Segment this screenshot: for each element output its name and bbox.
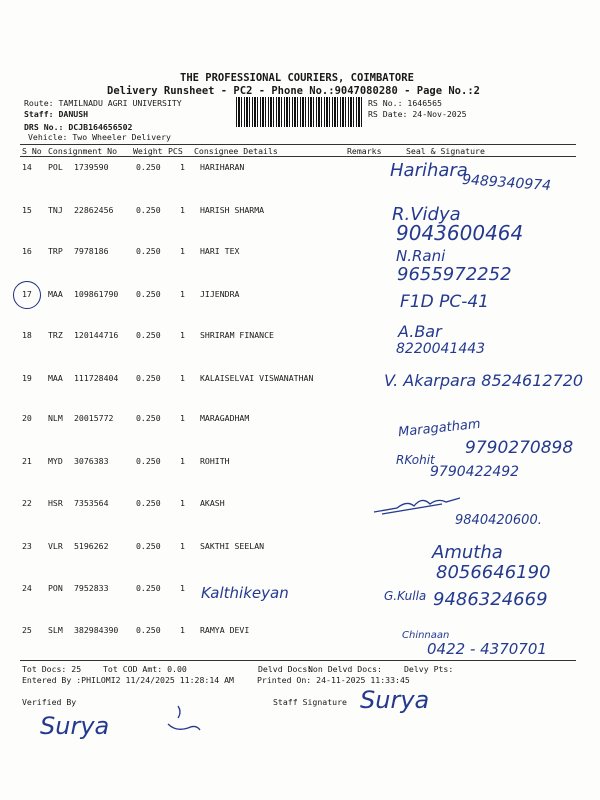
origin-code: PON (48, 583, 63, 593)
phone-row-14: 9489340974 (461, 171, 552, 195)
barcode (236, 97, 364, 127)
consignment-number: 22862456 (74, 205, 114, 215)
serial-number: 23 (22, 541, 32, 551)
weight-value: 0.250 (136, 583, 161, 593)
consignment-number: 20015772 (74, 413, 114, 423)
phone-row-24: 9486324669 (433, 589, 548, 610)
serial-number: 16 (22, 246, 32, 256)
consignee-handwritten-row-24: Kalthikeyan (201, 584, 289, 602)
signature-row-24: G.Kulla (384, 589, 427, 603)
consignment-number: 3076383 (74, 456, 109, 466)
pieces-count: 1 (180, 289, 185, 299)
origin-code: MAA (48, 289, 63, 299)
consignment-number: 120144716 (74, 330, 119, 340)
signature-row-18: A.Bar (398, 322, 442, 341)
pieces-count: 1 (180, 625, 185, 635)
printed-on: Printed On: 24-11-2025 11:33:45 (257, 675, 410, 685)
delivered-docs: Delvd Docs: (258, 664, 313, 674)
col-consignee: Consignee Details (194, 146, 278, 156)
consignee-name: KALAISELVAI VISWANATHAN (200, 373, 314, 383)
phone-row-20: 9790270898 (465, 438, 574, 458)
origin-code: MYD (48, 456, 63, 466)
pieces-count: 1 (180, 205, 185, 215)
consignment-number: 111728404 (74, 373, 119, 383)
verified-by-label: Verified By (22, 697, 77, 707)
phone-row-25: 0422 - 4370701 (427, 640, 547, 658)
consignee-name: HARI TEX (200, 246, 240, 256)
serial-number: 19 (22, 373, 32, 383)
weight-value: 0.250 (136, 205, 161, 215)
table-row (0, 541, 600, 553)
origin-code: MAA (48, 373, 63, 383)
staff-signature-label: Staff Signature (273, 697, 347, 707)
table-row (0, 246, 600, 258)
consignment-number: 5196262 (74, 541, 109, 551)
pieces-count: 1 (180, 246, 185, 256)
serial-number: 14 (22, 162, 32, 172)
consignee-name: JIJENDRA (200, 289, 240, 299)
pieces-count: 1 (180, 330, 185, 340)
delivery-points: Delvy Pts: (404, 664, 454, 674)
col-weight: Weight (133, 146, 163, 156)
signature-row-16: N.Rani (396, 247, 446, 265)
row-17-circle-mark (13, 281, 41, 309)
pieces-count: 1 (180, 373, 185, 383)
pieces-count: 1 (180, 413, 185, 423)
handwritten-note-row-17: F1D PC-41 (400, 292, 489, 312)
weight-value: 0.250 (136, 373, 161, 383)
pieces-count: 1 (180, 456, 185, 466)
origin-code: NLM (48, 413, 63, 423)
verified-signature: Surya (40, 712, 110, 740)
table-row (0, 625, 600, 637)
serial-number: 25 (22, 625, 32, 635)
origin-code: VLR (48, 541, 63, 551)
staff-signature: Surya (360, 686, 430, 714)
consignee-name: SHRIRAM FINANCE (200, 330, 274, 340)
origin-code: SLM (48, 625, 63, 635)
serial-number: 15 (22, 205, 32, 215)
origin-code: HSR (48, 498, 63, 508)
table-row (0, 413, 600, 425)
origin-code: TNJ (48, 205, 63, 215)
phone-row-23: 8056646190 (436, 562, 551, 583)
footer-top-rule (20, 660, 576, 661)
scribble-signature-row-22 (372, 494, 462, 516)
serial-number: 24 (22, 583, 32, 593)
pieces-count: 1 (180, 162, 185, 172)
serial-number: 18 (22, 330, 32, 340)
weight-value: 0.250 (136, 625, 161, 635)
rs-date: RS Date: 24-Nov-2025 (368, 109, 467, 119)
weight-value: 0.250 (136, 498, 161, 508)
serial-number: 20 (22, 413, 32, 423)
phone-row-22: 9840420600. (455, 513, 542, 528)
consignee-name: HARISH SHARMA (200, 205, 265, 215)
consignee-name: RAMYA DEVI (200, 625, 250, 635)
weight-value: 0.250 (136, 330, 161, 340)
pieces-count: 1 (180, 541, 185, 551)
col-seal: Seal & Signature (406, 146, 485, 156)
origin-code: TRZ (48, 330, 63, 340)
col-consignment: Consignment No (48, 146, 118, 156)
table-row (0, 205, 600, 217)
table-row (0, 498, 600, 510)
consignment-number: 7353564 (74, 498, 109, 508)
phone-row-18: 8220041443 (396, 341, 486, 357)
staff-label: Staff: DANUSH (24, 109, 89, 119)
table-row (0, 162, 600, 174)
pieces-count: 1 (180, 498, 185, 508)
header-top-rule (20, 144, 576, 145)
serial-number: 17 (22, 289, 32, 299)
consignee-name: MARAGADHAM (200, 413, 250, 423)
table-row (0, 289, 600, 301)
header-bottom-rule (20, 156, 576, 157)
col-remarks: Remarks (347, 146, 382, 156)
consignment-number: 109861790 (74, 289, 119, 299)
table-row (0, 330, 600, 342)
weight-value: 0.250 (136, 413, 161, 423)
phone-row-21: 9790422492 (430, 464, 520, 480)
signature-row-21: RKohit (396, 453, 435, 467)
consignee-name: SAKTHI SEELAN (200, 541, 265, 551)
weight-value: 0.250 (136, 246, 161, 256)
serial-number: 22 (22, 498, 32, 508)
signature-row-15: R.Vidya (392, 204, 461, 225)
route-label: Route: TAMILNADU AGRI UNIVERSITY (24, 98, 182, 108)
consignment-number: 382984390 (74, 625, 119, 635)
drs-label: DRS No.: DCJB164656502 (24, 122, 133, 132)
vehicle-label: Vehicle: Two Wheeler Delivery (28, 132, 171, 142)
consignee-name: ROHITH (200, 456, 230, 466)
origin-code: TRP (48, 246, 63, 256)
rs-number: RS No.: 1646565 (368, 98, 442, 108)
entered-by: Entered By :PHILOMI2 11/24/2025 11:28:14 AM (22, 675, 234, 685)
signature-row-19: V. Akarpara 8524612720 (384, 371, 584, 390)
origin-code: POL (48, 162, 63, 172)
consignment-number: 7952833 (74, 583, 109, 593)
company-title: THE PROFESSIONAL COURIERS, COIMBATORE (180, 72, 414, 84)
signature-row-20: Maragatham (397, 416, 482, 441)
weight-value: 0.250 (136, 162, 161, 172)
runsheet-subtitle: Delivery Runsheet - PC2 - Phone No.:9047080280 - Page No.:2 (107, 85, 480, 97)
phone-row-15: 9043600464 (396, 221, 524, 245)
phone-row-16: 9655972252 (397, 264, 512, 285)
weight-value: 0.250 (136, 541, 161, 551)
total-cod: Tot COD Amt: 0.00 (103, 664, 187, 674)
serial-number: 21 (22, 456, 32, 466)
consignment-number: 1739590 (74, 162, 109, 172)
signature-row-25: Chinnaan (402, 630, 450, 641)
weight-value: 0.250 (136, 456, 161, 466)
col-pcs: PCS (168, 146, 183, 156)
middle-scribble-signature (158, 702, 208, 742)
total-docs: Tot Docs: 25 (22, 664, 82, 674)
non-delivered-docs: Non Delvd Docs: (308, 664, 382, 674)
consignment-number: 7978186 (74, 246, 109, 256)
col-sno: S No (22, 146, 42, 156)
signature-row-23: Amutha (432, 542, 503, 563)
weight-value: 0.250 (136, 289, 161, 299)
consignee-name: AKASH (200, 498, 225, 508)
signature-row-14: Harihara (390, 160, 468, 181)
consignee-name: HARIHARAN (200, 162, 245, 172)
pieces-count: 1 (180, 583, 185, 593)
